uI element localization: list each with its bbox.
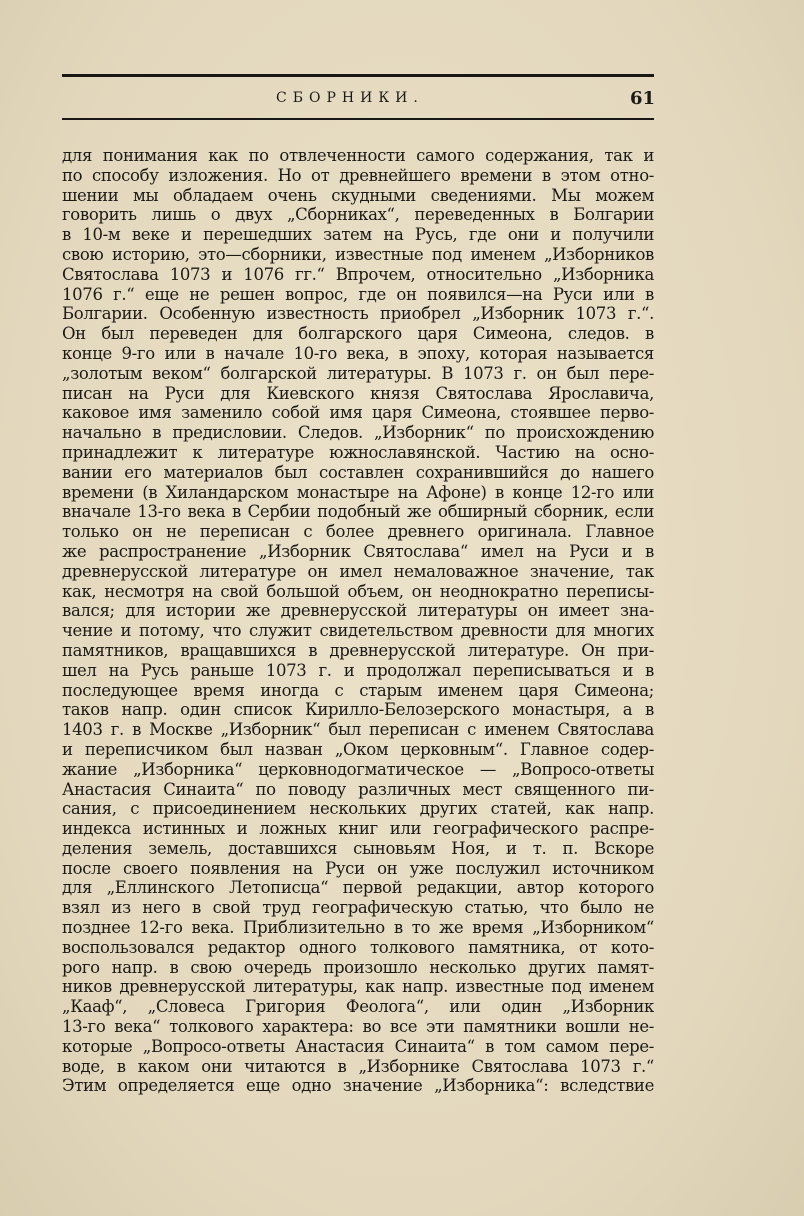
text-line: и переписчиком был назван „Оком церковным“. Главное содер- (62, 739, 654, 759)
text-line: которые „Вопросо-ответы Анастасия Синаита“ в том самом пере- (62, 1036, 654, 1056)
text-line: ников древнерусской литературы, как напр. известные под именем (62, 977, 654, 997)
text-line: после своего появления на Руси он уже послужил источником (62, 858, 654, 878)
text-line: свою историю, это—сборники, известные под именем „Изборников (62, 244, 654, 264)
text-line: древнерусской литературе он имел немаловажное значение, так (62, 561, 654, 581)
text-line: конце 9-го или в начале 10-го века, в эпоху, которая называется (62, 343, 654, 363)
text-line: 1076 г.“ еще не решен вопрос, где он появился—на Руси или в (62, 284, 654, 304)
text-line: писан на Руси для Киевского князя Святослава Ярославича, (62, 383, 654, 403)
text-line: воспользовался редактор одного толкового памятника, от кото- (62, 937, 654, 957)
running-head: СБОРНИКИ. (276, 90, 424, 106)
text-line: жание „Изборника“ церковнодогматическое — „Вопросо-ответы (62, 759, 654, 779)
text-line: деления земель, доставшихся сыновьям Ноя, и т. п. Вскоре (62, 838, 654, 858)
text-line: шел на Русь раньше 1073 г. и продолжал переписываться и в (62, 660, 654, 680)
text-line: взял из него в свой труд географическую статью, что было не (62, 898, 654, 918)
text-line: шении мы обладаем очень скудными сведениями. Мы можем (62, 185, 654, 205)
text-line: „Кааф“, „Словеса Григория Феолога“, или один „Изборник (62, 997, 654, 1017)
text-line: сания, с присоединением нескольких других статей, как напр. (62, 799, 654, 819)
text-line: говорить лишь о двух „Сборниках“, переведенных в Болгарии (62, 205, 654, 225)
page-number: 61 (630, 88, 656, 109)
text-line: последующее время иногда с старым именем царя Симеона; (62, 680, 654, 700)
text-line: Он был переведен для болгарского царя Симеона, следов. в (62, 324, 654, 344)
text-line: рого напр. в свою очередь произошло несколько других памят- (62, 957, 654, 977)
text-line: 1403 г. в Москве „Изборник“ был переписан с именем Святослава (62, 720, 654, 740)
header-rule-bottom (62, 118, 654, 120)
text-line: времени (в Хиландарском монастыре на Афоне) в конце 12-го или (62, 482, 654, 502)
text-line: по способу изложения. Но от древнейшего времени в этом отно- (62, 165, 654, 185)
text-line: как, несмотря на свой большой объем, он неоднократно переписы- (62, 581, 654, 601)
text-line: Этим определяется еще одно значение „Изборника“: вследствие (62, 1076, 654, 1096)
text-line: принадлежит к литературе южнославянской. Частию на осно- (62, 442, 654, 462)
header-rule-top (62, 74, 654, 77)
text-line: для „Еллинского Летописца“ первой редакции, автор которого (62, 878, 654, 898)
text-line: индекса истинных и ложных книг или географического распре- (62, 819, 654, 839)
text-line: в 10-м веке и перешедших затем на Русь, где они и получили (62, 225, 654, 245)
text-line: „золотым веком“ болгарской литературы. В 1073 г. он был пере- (62, 363, 654, 383)
text-line: вании его материалов был составлен сохранившийся до нашего (62, 462, 654, 482)
text-line: памятников, вращавшихся в древнерусской литературе. Он при- (62, 640, 654, 660)
text-line: Болгарии. Особенную известность приобрел „Изборник 1073 г.“. (62, 304, 654, 324)
text-line: только он не переписан с более древнего оригинала. Главное (62, 522, 654, 542)
text-line: вался; для истории же древнерусской литературы он имеет зна- (62, 601, 654, 621)
text-line: таков напр. один список Кирилло-Белозерского монастыря, а в (62, 700, 654, 720)
body-text (62, 146, 654, 1096)
text-line: позднее 12-го века. Приблизительно в то же время „Изборником“ (62, 918, 654, 938)
text-line: начально в предисловии. Следов. „Изборник“ по происхождению (62, 423, 654, 443)
text-line: чение и потому, что служит свидетельством древности для многих (62, 621, 654, 641)
text-line: вначале 13-го века в Сербии подобный же обширный сборник, если (62, 502, 654, 522)
text-line: каковое имя заменило собой имя царя Симеона, стоявшее перво- (62, 403, 654, 423)
text-line: Святослава 1073 и 1076 гг.“ Впрочем, относительно „Изборника (62, 264, 654, 284)
text-line: Анастасия Синаита“ по поводу различных мест священного пи- (62, 779, 654, 799)
text-line: воде, в каком они читаются в „Изборнике Святослава 1073 г.“ (62, 1056, 654, 1076)
text-line: для понимания как по отвлеченности самого содержания, так и (62, 146, 654, 165)
text-line: же распространение „Изборник Святослава“ имел на Руси и в (62, 541, 654, 561)
text-line: 13-го века“ толкового характера: во все эти памятники вошли не- (62, 1017, 654, 1037)
